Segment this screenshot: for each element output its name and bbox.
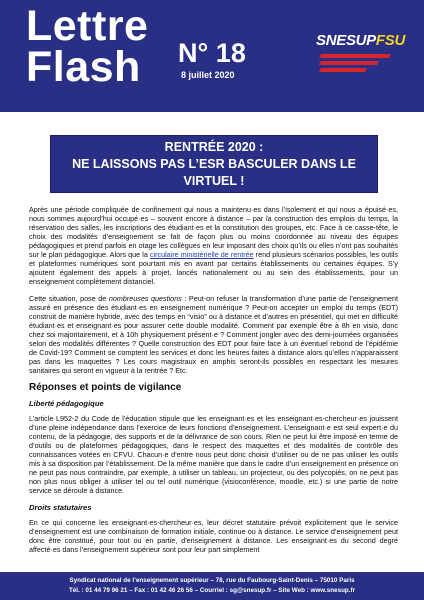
headline-banner bbox=[50, 135, 378, 193]
paragraph-droits: En ce qui concerne les enseignant·es-chercheur·es, leur décret statutaire prévoit explicitement que le service d’enseignement est une combinaison de formation initiale, continue ou à distance. Le service d’enseignement peut donc être constitué, pour tout ou en partie, d’enseignement à distance. Les enseignant·es du second degré affecté·es dans l’enseignement supérieur sont pour leur part simplement bbox=[29, 518, 398, 554]
brand-line2: Flash bbox=[26, 43, 141, 91]
brand-line1: Lettre bbox=[26, 2, 149, 50]
text: rend plusieurs scénarios possibles, les outils et plateformes numériques sont pourtant mis en avant par certains établissements ou certaines équipes. S’y ajoutent également des appels à projet, lancés nationalement ou au sein des établissements, pour un enseignement complètement distanciel. bbox=[29, 250, 398, 286]
logo-stripe bbox=[319, 68, 367, 72]
footer-address: Syndicat national de l’enseignement supérieur – 78, rue du Faubourg-Saint-Denis – 75010 Paris bbox=[69, 577, 355, 584]
circulaire-link[interactable]: circulaire ministérielle de rentrée bbox=[149, 250, 254, 259]
paragraph-liberte: L’article L952-2 du Code de l’éducation stipule que les enseignant·es et les enseignant·es-chercheur·es jouissent d’une pleine indépendance dans l’exercice de leurs fonctions d’enseignement. L’enseignant·e est seul expert·e du contenu, de la pédagogie, des supports et de la délivrance de son cours. Rien ne peut lui être imposé en terme de d’outils ou de plateformes pédagogiques, dans le respect des maquettes et des modalités de contrôle des connaissances votées en CFVU. Chacun·e d’entre nous peut donc choisir d’utiliser ou de ne pas utiliser les outils mis à sa disposition par l’établissement. De la même manière que dans le cadre d’un enseignement en présence on ne peut pas nous contraindre, par exemple, à utiliser un tableau, un projecteur, ou des polycopiés, on ne peut pas non plus nous obliger à utiliser tel ou tel outil numérique (visioconférence, moodle, etc.) si une partie de notre service se déroule à distance. bbox=[29, 414, 398, 495]
snesup-fsu-logo bbox=[316, 30, 404, 80]
issue-number: N° 18 bbox=[178, 38, 246, 68]
text: Après une période compliquée de confinement qui nous a maintenu·es dans l’isolement et qui nous a épuisé·es, nous sommes aujourd’hui occupé·es – souvent encore à distance – par la construction des emplois du temps, la réservation des salles, les inscriptions des étudiant·es et la constitution des groupes, etc. Face à ce casse-tête, le choix des modalités d’enseignement se fait de façon plus ou moins coordonnée au niveau des équipes pédagogiques et prend parfois en otage les collègues en leur imposant des choix qu’ils ou elles n’ont pas souhaités sur le plan pédagogique. Alors que la bbox=[29, 205, 398, 259]
footer-contact: Tél. : 01 44 79 96 21 – Fax : 01 42 46 26 56 – Courriel : sg@snesup.fr – Site Web : www.snesup.fr bbox=[68, 587, 356, 594]
logo-text: SNESUP bbox=[316, 32, 376, 49]
logo-text-fsu: FSU bbox=[375, 32, 405, 49]
subheading-droits: Droits statutaires bbox=[29, 503, 92, 512]
subheading-liberte: Liberté pédagogique bbox=[29, 399, 104, 408]
text: Cette situation, pose de bbox=[29, 294, 109, 303]
text: : Peut-on refuser la transformation d’une partie de l’enseignement assuré en présence des étudiant·es en enseignement numérique ? Peut-on accepter un emploi du temps (EDT) construit de manière hybride, avec des temps en “visio” ou à distance et d’autres en présentiel, qui met en difficulté étudiant·es et enseignant·es pour assurer cette double modalité. Comment par exemple être à 8h en visio, donc chez soi majoritairement, et à 10h physiquement présent·e ? Comment jongler avec des demi-journées organisées selon des modalités différentes ? Quelle construction des EDT pour faire face à un éventuel rebond de l’épidémie de Covid-19? Comment se comptent les services et donc les heures faites à distance alors qu’elles n’apparaissent pas dans les maquettes ? Les cours magistraux en amphis seront-ils possibles en respectant les mesures sanitaires qui seront en vigueur à la rentrée ? Etc. bbox=[29, 294, 398, 375]
header-band bbox=[0, 0, 424, 112]
headline-line2: NE LAISSONS PAS L’ESR BASCULER DANS LE VIRTUEL ! bbox=[72, 156, 356, 188]
paragraph-intro bbox=[29, 205, 398, 286]
issue-date: 8 juillet 2020 bbox=[181, 70, 235, 80]
logo-stripe bbox=[319, 61, 379, 65]
paragraph-questions bbox=[29, 294, 398, 375]
text-italic: nombreuses questions bbox=[108, 294, 182, 303]
footer-band bbox=[0, 572, 424, 600]
article-body bbox=[29, 205, 398, 562]
newsletter-brand bbox=[26, 2, 149, 91]
logo-stripe bbox=[319, 54, 391, 58]
section-heading: Réponses et points de vigilance bbox=[29, 382, 182, 393]
headline-line1: RENTRÉE 2020 : bbox=[164, 139, 264, 154]
